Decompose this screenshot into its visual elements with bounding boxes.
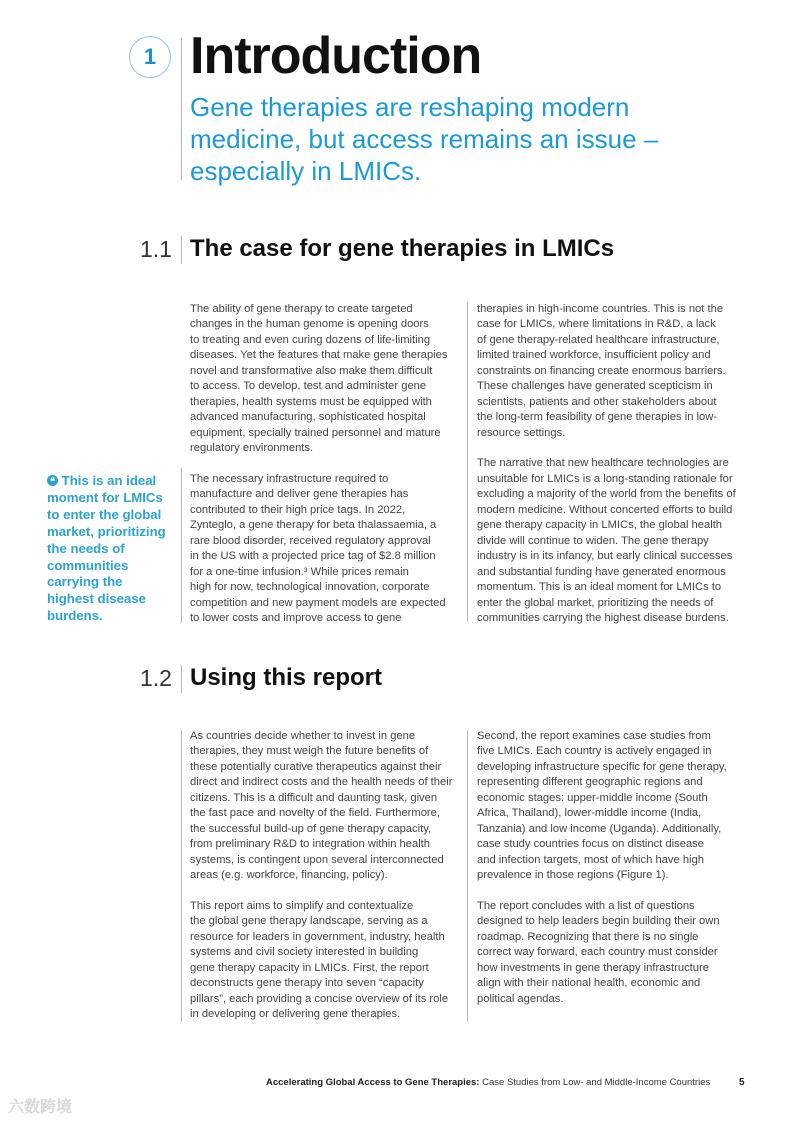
text-line: resource settings.: [477, 426, 566, 439]
text-line: citizens. This is a difficult and daunting task, given: [190, 791, 438, 804]
text-line: Zynteglo, a gene therapy for beta thalassaemia, a: [190, 519, 437, 532]
text-line: systems and civil society interested in building: [190, 946, 419, 959]
text-line: areas (e.g. workforce, financing, policy).: [190, 869, 388, 882]
text-line: divide will continue to widen. The gene therapy: [477, 534, 709, 547]
text-line: therapies in high-income countries. This is not the: [477, 303, 724, 315]
text-line: and substantial funding have generated enormous: [477, 565, 726, 578]
paragraph: [190, 302, 470, 457]
divider: [181, 236, 182, 264]
paragraph: [477, 456, 757, 626]
text-line: unsuitable for LMICs is a long-standing rationale for: [477, 472, 733, 485]
text-line: to lower costs and improve access to gene: [190, 612, 402, 624]
quote-line: to enter the global: [47, 506, 162, 522]
text-line: in the US with a projected price tag of $2.8 million: [190, 550, 436, 563]
chapter-title: Introduction: [190, 27, 482, 85]
footer-title-rest: Case Studies from Low- and Middle-Income Countries: [479, 1077, 711, 1088]
text-line: enter the global market, prioritizing the needs of: [477, 596, 714, 609]
divider: [181, 38, 182, 180]
text-line: the successful build-up of gene therapy capacity,: [190, 822, 432, 835]
section-title: Using this report: [190, 664, 383, 691]
text-line: from preliminary R&D to integration within health: [190, 838, 431, 851]
text-line: novel and transformative also make them difficult: [190, 364, 433, 377]
footer-title: [266, 1077, 710, 1088]
quote-line: market, prioritizing: [47, 523, 166, 539]
text-line: to treating and even curing dozens of life-limiting: [190, 333, 431, 346]
text-column-right: [477, 302, 757, 642]
quote-icon: ❝: [47, 475, 58, 486]
divider: [181, 665, 182, 693]
page-number: 5: [739, 1077, 745, 1088]
text-line: Africa, Thailand), lower-middle income (India,: [477, 807, 702, 820]
text-line: regulatory environments.: [190, 442, 314, 455]
text-line: diseases. Yet the features that make gene therapies: [190, 349, 448, 362]
footer-title-bold: Accelerating Global Access to Gene Therapies:: [266, 1077, 480, 1088]
text-line: gene therapy capacity in LMICs. First, the report: [190, 961, 429, 974]
text-line: constraints on financing create enormous barriers.: [477, 364, 726, 377]
quote-line: highest disease: [47, 591, 146, 607]
text-line: deconstructs gene therapy into seven “capacity: [190, 977, 424, 990]
text-line: the global gene therapy landscape, serving as a: [190, 915, 428, 928]
section-title: The case for gene therapies in LMICs: [190, 235, 615, 262]
subtitle-line: medicine, but access remains an issue –: [190, 124, 659, 154]
text-line: scientists, patients and other stakeholders about: [477, 395, 717, 408]
text-line: for a one-time infusion.³ While prices remain: [190, 565, 409, 578]
subtitle-line: especially in LMICs.: [190, 156, 422, 186]
text-line: roadmap. Recognizing that there is no single: [477, 930, 699, 943]
text-line: the fast pace and novelty of the field. Furthermore,: [190, 807, 440, 820]
text-line: and infection targets, most of which have high: [477, 853, 704, 866]
text-line: Tanzania) and low income (Uganda). Additionally,: [477, 822, 722, 835]
text-line: the long-term feasibility of gene therapies in low-: [477, 411, 718, 424]
text-line: of gene therapy-related healthcare infrastructure,: [477, 333, 720, 346]
text-line: limited trained workforce, insufficient policy and: [477, 349, 711, 362]
text-column-left: [190, 302, 470, 642]
text-column-right: [477, 729, 757, 1022]
text-line: This report aims to simplify and contextualize: [190, 899, 414, 912]
paragraph: [477, 729, 757, 884]
text-line: Second, the report examines case studies from: [477, 730, 711, 742]
text-line: designed to help leaders begin building their own: [477, 915, 720, 928]
text-line: therapies, they must weigh the future benefits of: [190, 745, 429, 758]
quote-line: the needs of: [47, 540, 125, 556]
text-line: excluding a majority of the world from the benefits of: [477, 488, 736, 501]
text-line: competition and new payment models are expected: [190, 596, 446, 609]
text-line: The ability of gene therapy to create targeted: [190, 303, 413, 315]
text-line: contributed to their high price tags. In 2022,: [190, 503, 406, 516]
text-line: As countries decide whether to invest in gene: [190, 730, 416, 742]
text-line: systems, is contingent upon several interconnected: [190, 853, 444, 866]
text-line: therapies, health systems must be equipped with: [190, 395, 432, 408]
divider: [181, 468, 182, 623]
chapter-number-badge: 1: [129, 36, 171, 78]
paragraph: [477, 899, 757, 1007]
text-line: high for now, technological innovation, corporate: [190, 581, 430, 594]
paragraph: [190, 472, 470, 627]
quote-line: burdens.: [47, 608, 103, 624]
text-line: how investments in gene therapy infrastructure: [477, 961, 709, 974]
text-line: manufacture and deliver gene therapies has: [190, 488, 409, 501]
column-divider: [467, 730, 468, 1022]
text-line: economic stages: upper-middle income (South: [477, 791, 708, 804]
text-line: case study countries focus on distinct disease: [477, 838, 704, 851]
text-line: to access. To develop, test and administer gene: [190, 380, 427, 393]
text-line: advanced manufacturing, sophisticated hospital: [190, 411, 426, 424]
text-line: these potentially curative therapeutics against their: [190, 760, 442, 773]
subtitle-line: Gene therapies are reshaping modern: [190, 92, 630, 122]
text-line: communities carrying the highest disease burdens.: [477, 612, 729, 624]
text-line: gene therapy capacity in LMICs, the global health: [477, 519, 723, 532]
quote-line: carrying the: [47, 574, 123, 590]
text-line: equipment, specially trained personnel and mature: [190, 426, 441, 439]
text-line: These challenges have generated scepticism in: [477, 380, 713, 393]
text-line: developing infrastructure specific for gene therapy,: [477, 760, 727, 773]
text-line: political agendas.: [477, 992, 564, 1005]
text-line: align with their national health, economic and: [477, 977, 701, 990]
text-line: correct way forward, each country must consider: [477, 946, 718, 959]
text-column-left: [190, 729, 470, 1038]
quote-line: moment for LMICs: [47, 489, 163, 505]
section-number: 1.1: [140, 236, 172, 262]
text-line: representing different geographic regions and: [477, 776, 703, 789]
text-line: The necessary infrastructure required to: [190, 472, 389, 485]
section-number: 1.2: [140, 665, 172, 691]
chapter-subtitle: [190, 91, 658, 187]
quote-line: communities: [47, 557, 129, 573]
pull-quote: [47, 473, 172, 625]
text-line: The report concludes with a list of questions: [477, 899, 695, 912]
column-divider: [467, 302, 468, 622]
quote-line: This is an ideal: [61, 473, 157, 488]
text-line: five LMICs. Each country is actively engaged in: [477, 745, 712, 758]
text-line: momentum. This is an ideal moment for LMICs to: [477, 581, 722, 594]
text-line: changes in the human genome is opening doors: [190, 318, 429, 331]
text-line: The narrative that new healthcare technologies are: [477, 457, 729, 470]
text-line: modern medicine. Without concerted efforts to build: [477, 503, 733, 516]
paragraph: [477, 302, 757, 441]
text-line: rare blood disorder, received regulatory approval: [190, 534, 431, 547]
text-line: in developing or delivering gene therapies.: [190, 1008, 401, 1021]
text-line: case for LMICs, where limitations in R&D, a lack: [477, 318, 716, 331]
paragraph: [190, 899, 470, 1023]
divider: [181, 730, 182, 1022]
text-line: direct and indirect costs and the health needs of their: [190, 776, 453, 789]
watermark: 六数跨境: [8, 1099, 73, 1116]
text-line: prevalence in those regions (Figure 1).: [477, 869, 669, 882]
text-line: industry is in its infancy, but early clinical successes: [477, 550, 733, 563]
paragraph: [190, 729, 470, 884]
text-line: resource for leaders in government, industry, health: [190, 930, 445, 943]
text-line: pillars”, each providing a concise overview of its role: [190, 992, 449, 1005]
